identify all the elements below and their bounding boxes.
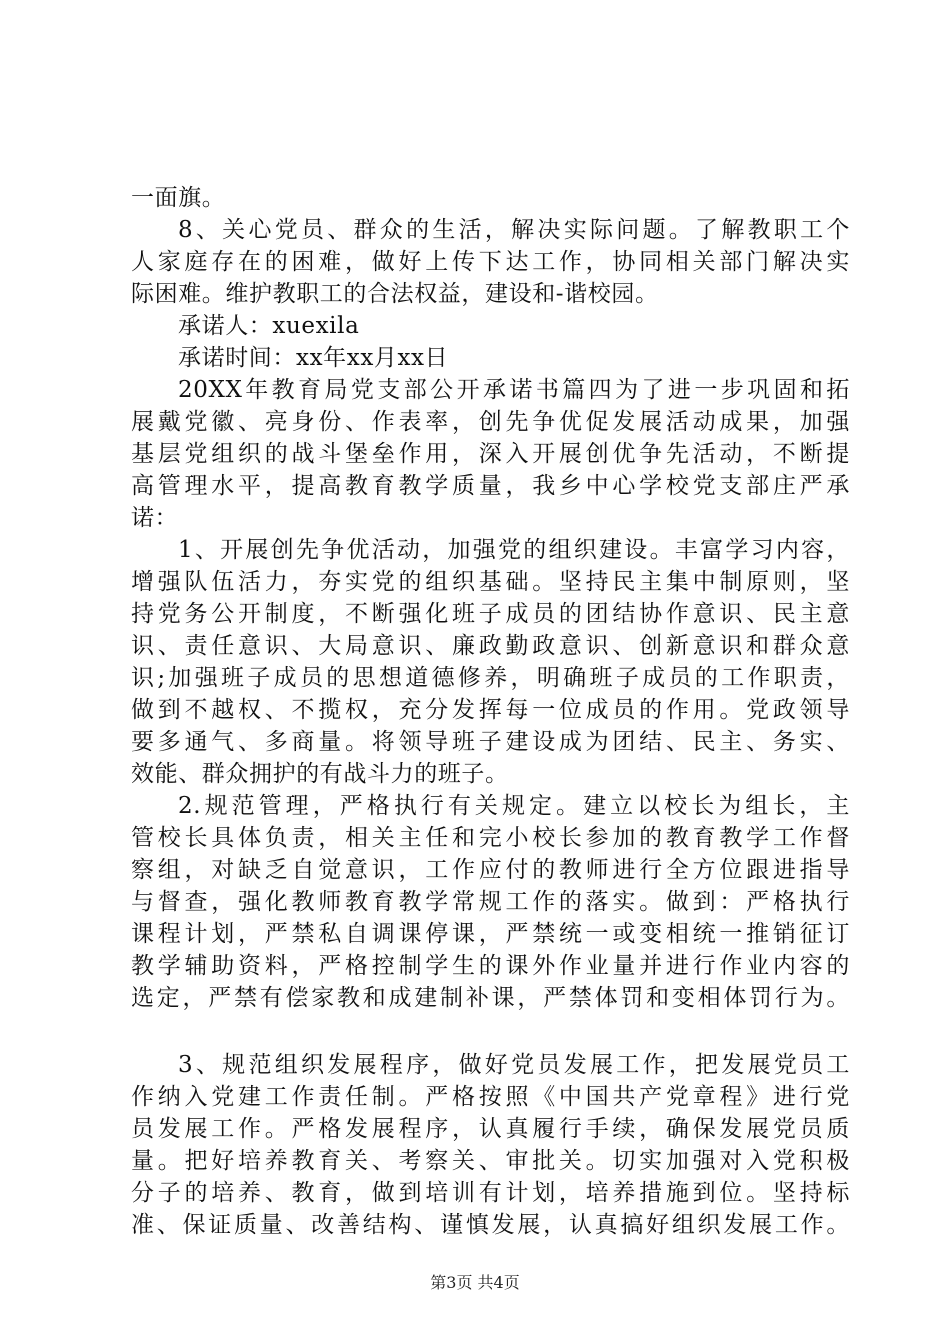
text-line: 承诺人：xuexila [178,313,360,339]
text-line: 2.规范管理，严格执行有关规定。建立以校长为组长，主 [178,793,850,819]
text-line: 要多通气、多商量。将领导班子建设成为团结、民主、务实、 [131,729,850,755]
text-line: 效能、群众拥护的有战斗力的班子。 [131,761,509,787]
text-line: 际困难。维护教职工的合法权益，建设和-谐校园。 [131,281,659,307]
text-line: 教学辅助资料，严格控制学生的课外作业量并进行作业内容的 [131,953,850,979]
text-line: 作纳入党建工作责任制。严格按照《中国共产党章程》进行党 [131,1084,850,1110]
text-line: 员发展工作。严格发展程序，认真履行手续，确保发展党员质 [131,1116,850,1142]
text-line: 高管理水平，提高教育教学质量，我乡中心学校党支部庄严承 [131,473,850,499]
text-line: 3、规范组织发展程序，做好党员发展工作，把发展党员工 [178,1052,850,1078]
text-line: 分子的培养、教育，做到培训有计划，培养措施到位。坚持标 [131,1180,850,1206]
text-line: 承诺时间：xx年xx月xx日 [178,345,449,371]
text-line: 人家庭存在的困难，做好上传下达工作，协同相关部门解决实 [131,249,850,275]
text-line: 选定，严禁有偿家教和成建制补课，严禁体罚和变相体罚行为。 [131,985,850,1011]
text-line: 持党务公开制度，不断强化班子成员的团结协作意识、民主意 [131,601,850,627]
text-line: 量。把好培养教育关、考察关、审批关。切实加强对入党积极 [131,1148,850,1174]
page-number: 第3页 共4页 [430,1273,520,1292]
text-line: 诺： [131,505,179,531]
text-line: 察组，对缺乏自觉意识，工作应付的教师进行全方位跟进指导 [131,857,850,883]
text-line: 一面旗。 [131,185,226,211]
text-line: 课程计划，严禁私自调课停课，严禁统一或变相统一推销征订 [131,921,850,947]
text-line: 增强队伍活力，夯实党的组织基础。坚持民主集中制原则，坚 [131,569,850,595]
text-line: 基层党组织的战斗堡垒作用，深入开展创优争先活动，不断提 [131,441,850,467]
text-line: 识、责任意识、大局意识、廉政勤政意识、创新意识和群众意 [131,633,850,659]
text-line: 识;加强班子成员的思想道德修养，明确班子成员的工作职责， [131,665,850,691]
text-line: 1、开展创先争优活动，加强党的组织建设。丰富学习内容， [178,537,850,563]
text-line: 管校长具体负责，相关主任和完小校长参加的教育教学工作督 [131,825,850,851]
text-line: 做到不越权、不揽权，充分发挥每一位成员的作用。党政领导 [131,697,850,723]
text-line: 展戴党徽、亮身份、作表率，创先争优促发展活动成果，加强 [131,409,850,435]
text-line: 20XX年教育局党支部公开承诺书篇四为了进一步巩固和拓 [178,377,850,403]
text-line: 8、关心党员、群众的生活，解决实际问题。了解教职工个 [178,217,850,243]
page-footer [0,1272,950,1294]
text-line: 与督查，强化教师教育教学常规工作的落实。做到：严格执行 [131,889,850,915]
text-line: 准、保证质量、改善结构、谨慎发展，认真搞好组织发展工作。 [131,1212,850,1238]
